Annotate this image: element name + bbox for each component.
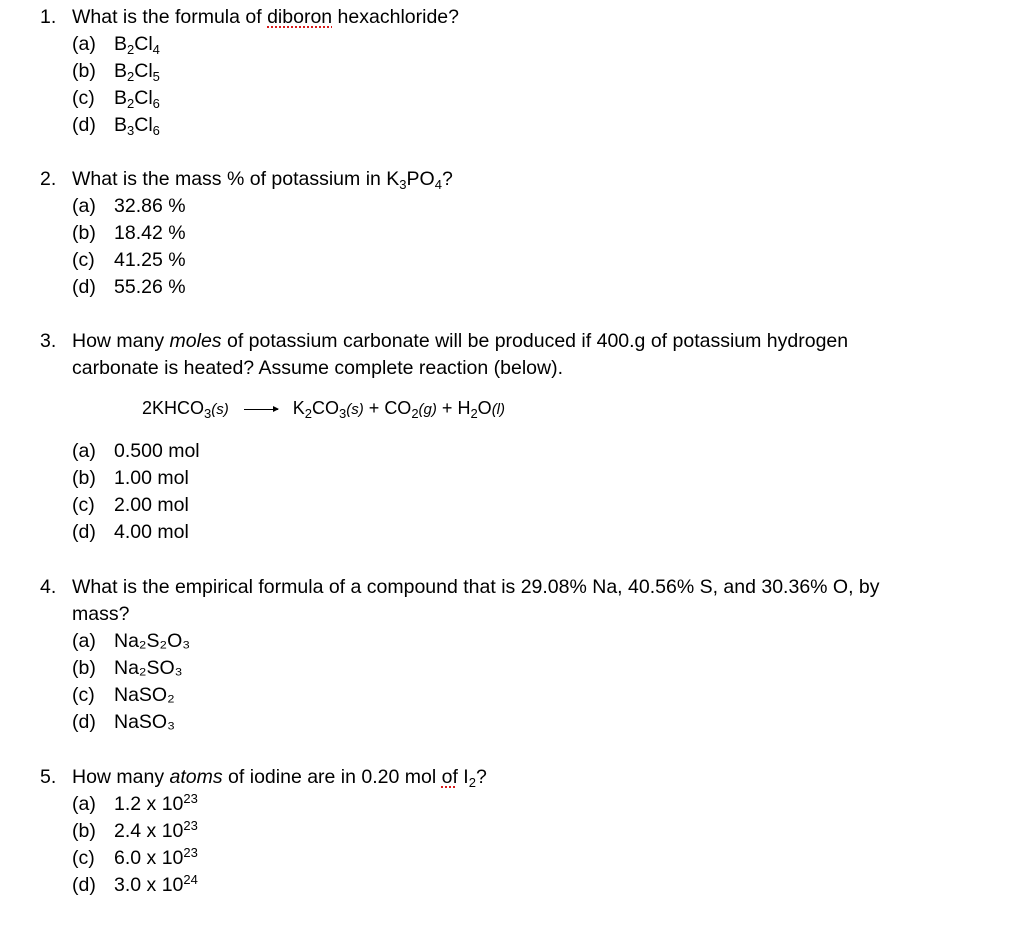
question-2	[40, 166, 980, 301]
answer-options	[72, 791, 980, 899]
question-number: 3.	[40, 330, 57, 352]
reaction-equation: $2KHCO_3(s) K_2CO_3(s) + CO_2(g) + H_2O(l)$	[142, 398, 506, 421]
option-a: (a) 1.2 x $10^{23}$	[72, 791, 198, 815]
option-a: (a) 0.500 mol	[72, 440, 200, 462]
question-2-text: 2. What is the mass % of potassium in $K_3PO_4$?	[40, 168, 453, 192]
option-b: (b) 1.00 mol	[72, 467, 189, 489]
option-c: (c) 2.00 mol	[72, 494, 189, 516]
answer-options	[72, 193, 980, 301]
option-d: (d) 3.0 x $10^{24}$	[72, 872, 198, 896]
question-3-text: 3. How many moles of potassium carbonate will be produced if 400.g of potassium hydrogen carbonate is heated? Assume complete reaction (below).	[40, 330, 849, 379]
option-a: (a) $B_2Cl_4$	[72, 33, 160, 57]
question-1	[40, 4, 980, 139]
question-5	[40, 764, 980, 899]
option-a: (a) 32.86 %	[72, 195, 186, 217]
answer-options	[72, 438, 980, 546]
question-4	[40, 574, 980, 736]
option-b: (b) 2.4 x $10^{23}$	[72, 818, 198, 842]
question-4-text: 4. What is the empirical formula of a compound that is 29.08% Na, 40.56% S, and 30.36% O, by mass?	[40, 576, 880, 625]
option-c: (c) 41.25 %	[72, 249, 186, 271]
option-d: (d) NaSO₃	[72, 711, 176, 733]
question-3-options	[40, 438, 980, 546]
question-number: 5.	[40, 766, 57, 788]
option-a: (a) Na₂S₂O₃	[72, 630, 191, 652]
question-1-text: 1. What is the formula of diboron hexachloride?	[40, 4, 980, 31]
option-b: (b) 18.42 %	[72, 222, 186, 244]
option-c: (c) 6.0 x $10^{23}$	[72, 845, 198, 869]
reaction-arrow-icon	[244, 409, 278, 410]
question-number: 4.	[40, 576, 57, 598]
answer-options	[72, 628, 980, 736]
option-d: (d) $B_3Cl_6$	[72, 114, 160, 138]
answer-options	[72, 31, 980, 139]
option-d: (d) 4.00 mol	[72, 521, 189, 543]
spelling-flag[interactable]: of	[441, 766, 458, 788]
question-5-text: 5. How many atoms of iodine are in 0.20 mol of $I_2$?	[40, 766, 487, 790]
option-d: (d) 55.26 %	[72, 276, 186, 298]
question-3	[40, 328, 980, 382]
spelling-flag[interactable]: diboron	[267, 6, 333, 28]
option-b: (b) $B_2Cl_5$	[72, 60, 160, 84]
question-number: 1.	[40, 6, 57, 28]
option-c: (c) NaSO₂	[72, 684, 175, 706]
option-b: (b) Na₂SO₃	[72, 657, 183, 679]
question-number: 2.	[40, 168, 57, 190]
option-c: (c) $B_2Cl_6$	[72, 87, 160, 111]
